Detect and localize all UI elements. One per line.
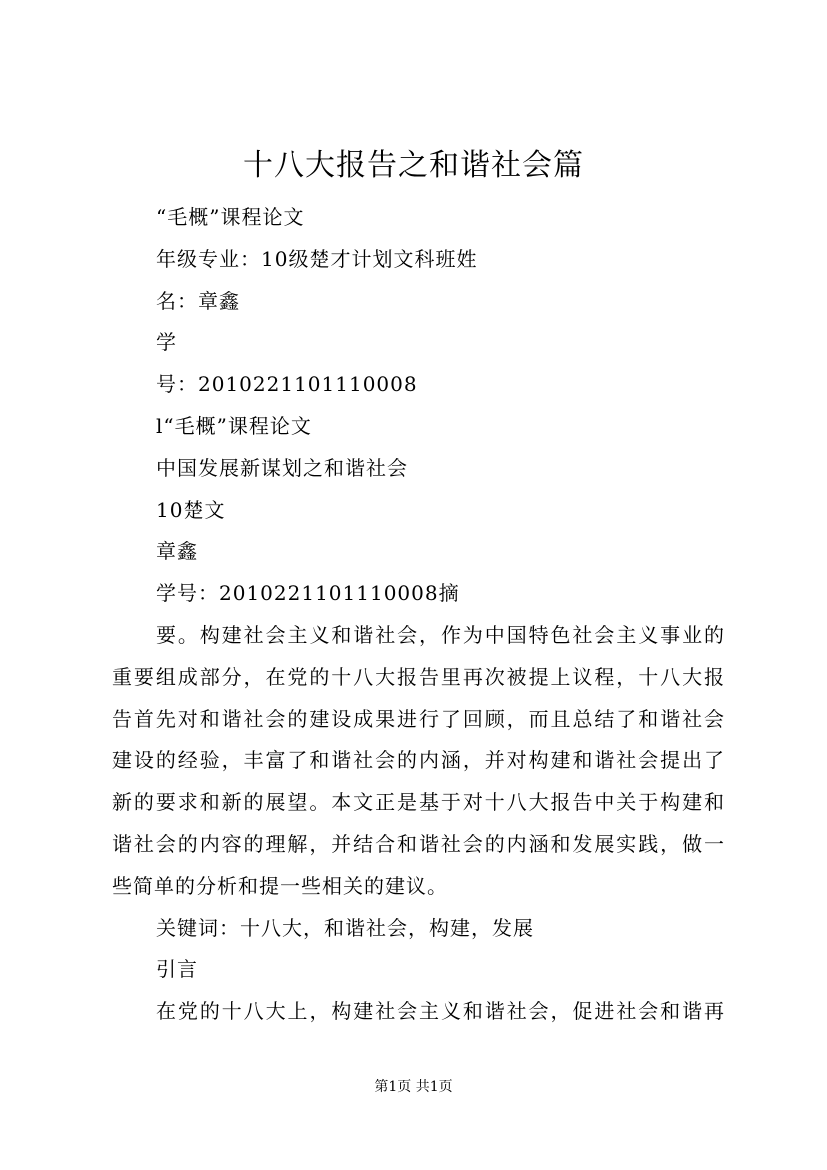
document-body — [112, 197, 724, 1033]
keywords-line: 关键词：十八大，和谐社会，构建，发展 — [156, 915, 534, 940]
abstract-line: 建设的经验，丰富了和谐社会的内涵，并对构建和谐社会提出了 — [112, 748, 724, 773]
text-line: 学号：2010221101110008摘 — [156, 581, 460, 606]
text-line: 章鑫 — [156, 539, 198, 564]
abstract-line: 新的要求和新的展望。本文正是基于对十八大报告中关于构建和 — [112, 790, 724, 815]
abstract-line: 告首先对和谐社会的建设成果进行了回顾，而且总结了和谐社会 — [112, 706, 724, 731]
text-line: 学 — [156, 330, 177, 355]
abstract-line: 谐社会的内容的理解，并结合和谐社会的内涵和发展实践，做一 — [112, 831, 724, 856]
text-line: 10楚文 — [156, 497, 226, 522]
text-line: 名：章鑫 — [156, 288, 240, 313]
text-line: 年级专业：10级楚才计划文科班姓 — [156, 246, 478, 271]
section-heading: 引言 — [156, 957, 198, 982]
abstract-line: 些简单的分析和提一些相关的建议。 — [112, 873, 448, 898]
text-line: 中国发展新谋划之和谐社会 — [156, 455, 408, 480]
text-line: 号：2010221101110008 — [156, 372, 418, 397]
page-footer: 第1页 共1页 — [374, 1079, 453, 1095]
document-title: 十八大报告之和谐社会篇 — [243, 148, 584, 183]
abstract-line: 重要组成部分，在党的十八大报告里再次被提上议程，十八大报 — [112, 664, 724, 689]
abstract-line: 要。构建社会主义和谐社会，作为中国特色社会主义事业的 — [156, 622, 724, 647]
text-line: 在党的十八大上，构建社会主义和谐社会，促进社会和谐再 — [156, 999, 724, 1024]
text-line: l“毛概”课程论文 — [156, 413, 312, 438]
text-line: “毛概”课程论文 — [156, 205, 305, 229]
